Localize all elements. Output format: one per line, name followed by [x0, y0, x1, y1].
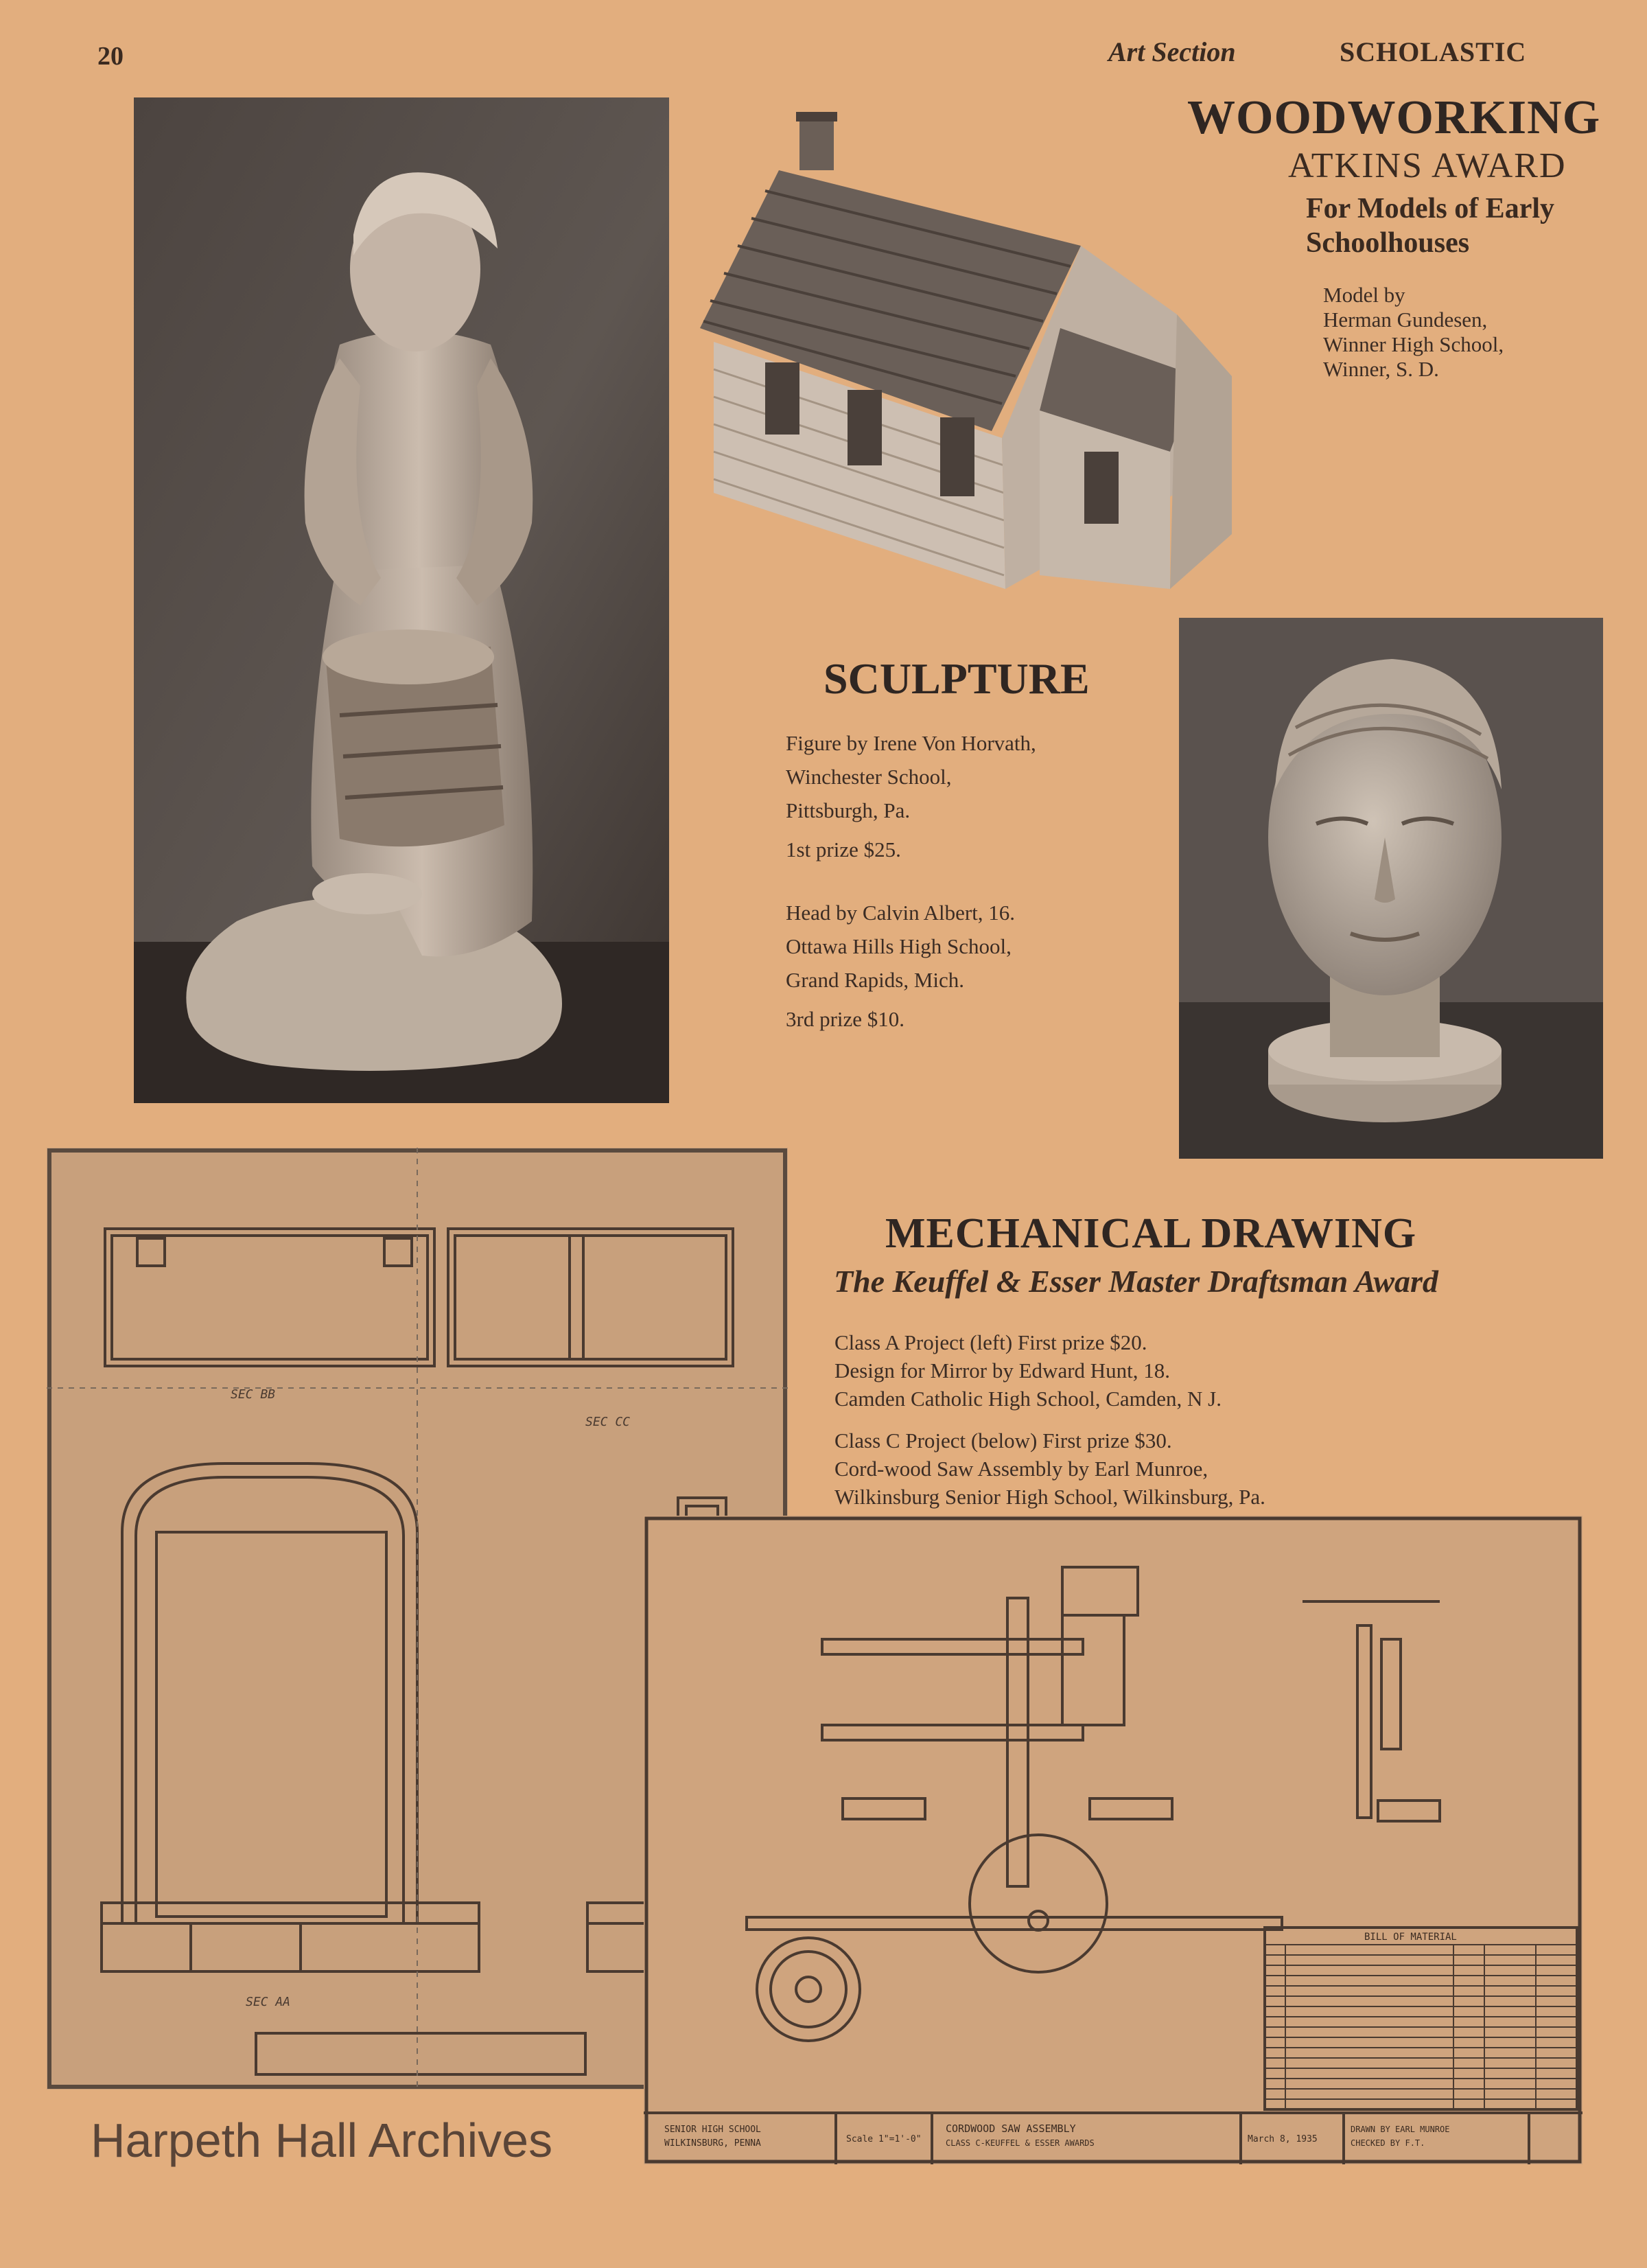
figure-credit-line: Pittsburgh, Pa. — [786, 798, 911, 822]
head-sculpture-photo — [1179, 618, 1603, 1159]
credit-line: Model by — [1323, 283, 1405, 307]
class-a-line: Camden Catholic High School, Camden, N J. — [834, 1387, 1222, 1411]
assembly-title-label: CORDWOOD SAW ASSEMBLY — [946, 2122, 1076, 2135]
drawn-by-label: DRAWN BY EARL MUNROE — [1351, 2125, 1450, 2134]
figure-credit-line: Figure by Irene Von Horvath, — [786, 731, 1036, 755]
woodworking-subtitle-1: For Models of Early — [1306, 193, 1555, 224]
head-credit-line: Grand Rapids, Mich. — [786, 968, 965, 992]
archives-watermark: Harpeth Hall Archives — [91, 2114, 553, 2167]
drawing-date: March 8, 1935 — [1248, 2134, 1318, 2144]
credit-line: Winner High School, — [1323, 332, 1504, 356]
assembly-sub-label: CLASS C-KEUFFEL & ESSER AWARDS — [946, 2138, 1095, 2148]
figure-credit-line: Winchester School, — [786, 765, 952, 789]
publication-name: SCHOLASTIC — [1340, 36, 1527, 67]
school-line-1: SENIOR HIGH SCHOOL — [664, 2125, 761, 2135]
school-line-2: WILKINSBURG, PENNA — [664, 2138, 761, 2149]
class-a-line: Class A Project (left) First prize $20. — [834, 1330, 1147, 1354]
class-c-credit — [834, 1426, 1265, 1511]
class-a-credit — [834, 1328, 1222, 1413]
sec-aa-label: SEC AA — [246, 1995, 291, 2009]
sculpture-figure-credit — [786, 726, 1036, 866]
page-number: 20 — [97, 42, 124, 71]
class-a-line: Design for Mirror by Edward Hunt, 18. — [834, 1358, 1171, 1382]
figure-prize: 1st prize $25. — [786, 837, 901, 861]
figure-sculpture-photo — [134, 97, 669, 1103]
schoolhouse-model-photo — [697, 108, 1270, 589]
sec-bb-label: SEC BB — [231, 1387, 276, 1402]
sec-cc-label: SEC CC — [585, 1415, 631, 1429]
credit-line: Herman Gundesen, — [1323, 308, 1488, 332]
woodworking-subtitle-2: Schoolhouses — [1306, 227, 1470, 259]
checked-by-label: CHECKED BY F.T. — [1351, 2138, 1425, 2148]
class-c-line: Class C Project (below) First prize $30. — [834, 1428, 1172, 1453]
mechanical-award: The Keuffel & Esser Master Draftsman Award — [834, 1264, 1438, 1299]
section-label: Art Section — [1108, 36, 1236, 67]
head-credit-line: Head by Calvin Albert, 16. — [786, 901, 1016, 925]
saw-assembly-drawing — [644, 1516, 1582, 2164]
bill-of-material-label: BILL OF MATERIAL — [1364, 1932, 1457, 1943]
credit-line: Winner, S. D. — [1323, 357, 1439, 381]
sculpture-head-credit — [786, 896, 1015, 1036]
scale-label: Scale 1"=1'-0" — [846, 2134, 922, 2144]
sculpture-title: SCULPTURE — [824, 654, 1090, 703]
woodworking-credit — [1323, 283, 1504, 382]
woodworking-award: ATKINS AWARD — [1288, 146, 1567, 185]
head-prize: 3rd prize $10. — [786, 1007, 905, 1031]
head-credit-line: Ottawa Hills High School, — [786, 934, 1012, 958]
woodworking-title: WOODWORKING — [1187, 91, 1601, 144]
class-c-line: Wilkinsburg Senior High School, Wilkinsburg, Pa. — [834, 1485, 1265, 1509]
mechanical-title: MECHANICAL DRAWING — [885, 1210, 1417, 1257]
class-c-line: Cord-wood Saw Assembly by Earl Munroe, — [834, 1457, 1208, 1481]
